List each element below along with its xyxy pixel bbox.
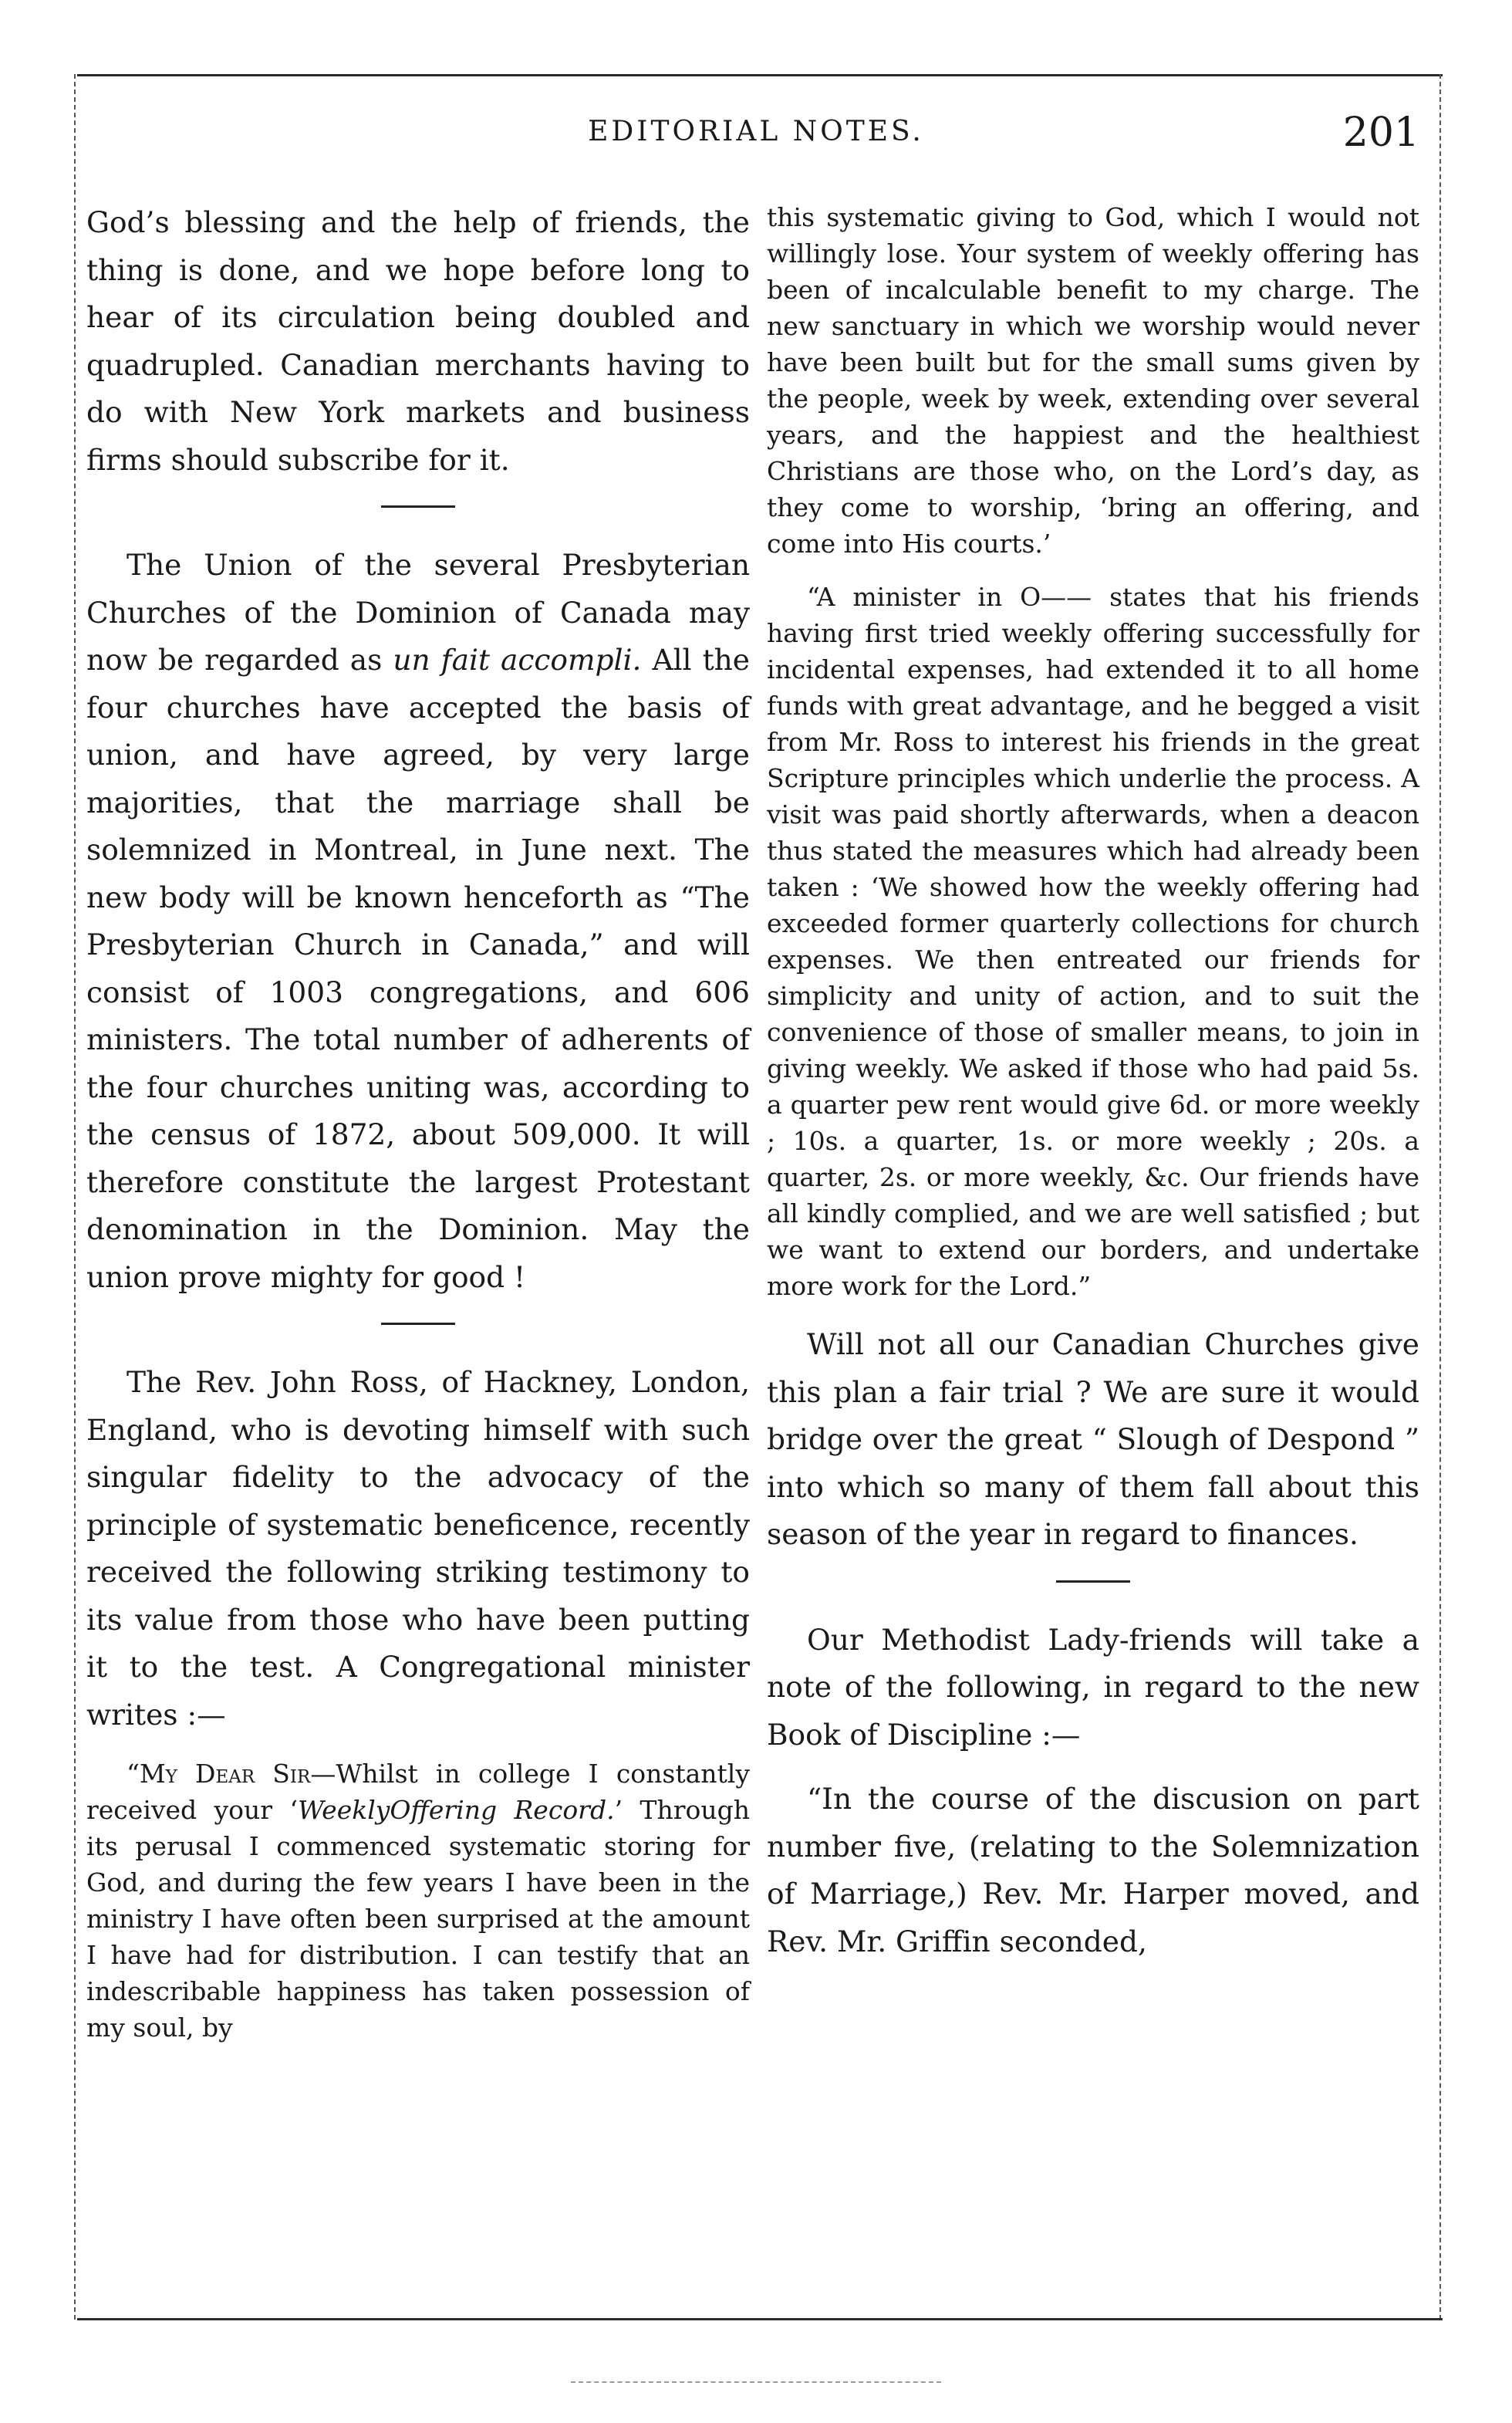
right-paragraph-1: this systematic giving to God, which I would not willingly lose. Your system of weekly offering has been of incalculable benefit to my charge. The new sanctuary in which we worship would never have been built but for the small sums given by the people, week by week, extending over several years, and the happiest and the healthiest Christians are those who, on the Lord’s day, as they come to worship, ‘bring an offering, and come into His courts.’ — [767, 202, 1419, 559]
italic-title: WeeklyOffering Record. — [297, 1795, 615, 1825]
right-paragraph-methodist: Our Methodist Lady-friends will take a note of the following, in regard to the new Book of Discipline :— — [767, 1622, 1419, 1752]
section-separator — [381, 505, 455, 508]
text-run: ’ Through its perusal I commenced systematic storing for God, and during the few years I have been in the ministry I have often been surprised at the amount I have had for distribution. I can testify that an indescribable happiness has taken possession of my soul, by — [86, 1795, 750, 2043]
italic-phrase: un fait accompli. — [393, 643, 642, 677]
text-run: —Whilst in college I constantly received your ‘ — [86, 1759, 751, 1825]
page-header — [85, 110, 1427, 162]
bottom-rule — [77, 2318, 1443, 2320]
right-column — [767, 199, 1419, 1982]
section-separator — [381, 1323, 455, 1325]
page-number: 201 — [1342, 110, 1419, 156]
right-paragraph-canadian-churches: Will not all our Canadian Churches give this plan a fair trial ? We are sure it would bridge over the great “ Slough of Despond ” into which so many of them fall about this season of the year in regard to finances. — [767, 1327, 1419, 1551]
text-run: “ — [127, 1759, 140, 1789]
salutation: My Dear Sir — [139, 1759, 311, 1789]
left-paragraph-1: God’s blessing and the help of friends, the thing is done, and we hope before long to hear of its circulation being doubled and quadrupled. Canadian merchants having to do with New York markets and business firms should subscribe for it. — [86, 205, 750, 477]
left-paragraph-rev-ross: The Rev. John Ross, of Hackney, London, England, who is devoting himself with such singular fidelity to the advocacy of the principle of systematic beneficence, recently received the following striking testimony to its value from those who have been putting it to the test. A Congregational minister writes :— — [86, 1365, 750, 1732]
text-run: The Union of the several Presbyterian Churches of the Dominion of Canada may now be regarded as — [86, 548, 750, 677]
text-run: All the four churches have accepted the basis of union, and have agreed, by very large majorities, that the marriage shall be solemnized in Montreal, in June next. The new body will be known henceforth as “The Presbyterian Church in Canada,” and will consist of 1003 congregations, and 606 ministers. The total number of adherents of the four churches uniting was, according to the census of 1872, about 509,000. It will therefore constitute the largest Protestant denomination in the Dominion. May the union prove mighty for good ! — [86, 643, 750, 1294]
running-head: EDITORIAL NOTES. — [588, 116, 924, 147]
footer-dashes — [571, 2381, 941, 2383]
left-border — [74, 74, 76, 2320]
left-paragraph-presbyterian-union — [86, 542, 750, 1301]
section-separator — [1056, 1580, 1130, 1583]
right-paragraph-minister-o: “A minister in O—— states that his friends having first tried weekly offering successfully for incidental expenses, had extended it to all home funds with great advantage, and he begged a visit from Mr. Ross to interest his friends in the great Scripture principles which underlie the process. A visit was paid shortly afterwards, when a deacon thus stated the measures which had already been taken : ‘We showed how the weekly offering had exceeded former quarterly collections for church expenses. We then entreated our friends for simplicity and unity of action, and to suit the convenience of those of smaller means, to join in giving weekly. We asked if those who had paid 5s. a quarter pew rent would give 6d. or more weekly ; 10s. a quarter, 1s. or more weekly ; 20s. a quarter, 2s. or more weekly, &c. Our friends have all kindly complied, and we are well satisfied ; but we want to extend our borders, and undertake more work for the Lord.” — [767, 582, 1419, 1301]
top-rule — [77, 74, 1443, 76]
right-paragraph-discussion: “In the course of the discusion on part number five, (relating to the Solemnization of Marriage,) Rev. Mr. Harper moved, and Rev. Mr. Griffin seconded, — [767, 1782, 1419, 1958]
right-border — [1439, 74, 1441, 2320]
left-column — [86, 199, 750, 2063]
left-paragraph-letter — [86, 1756, 750, 2046]
